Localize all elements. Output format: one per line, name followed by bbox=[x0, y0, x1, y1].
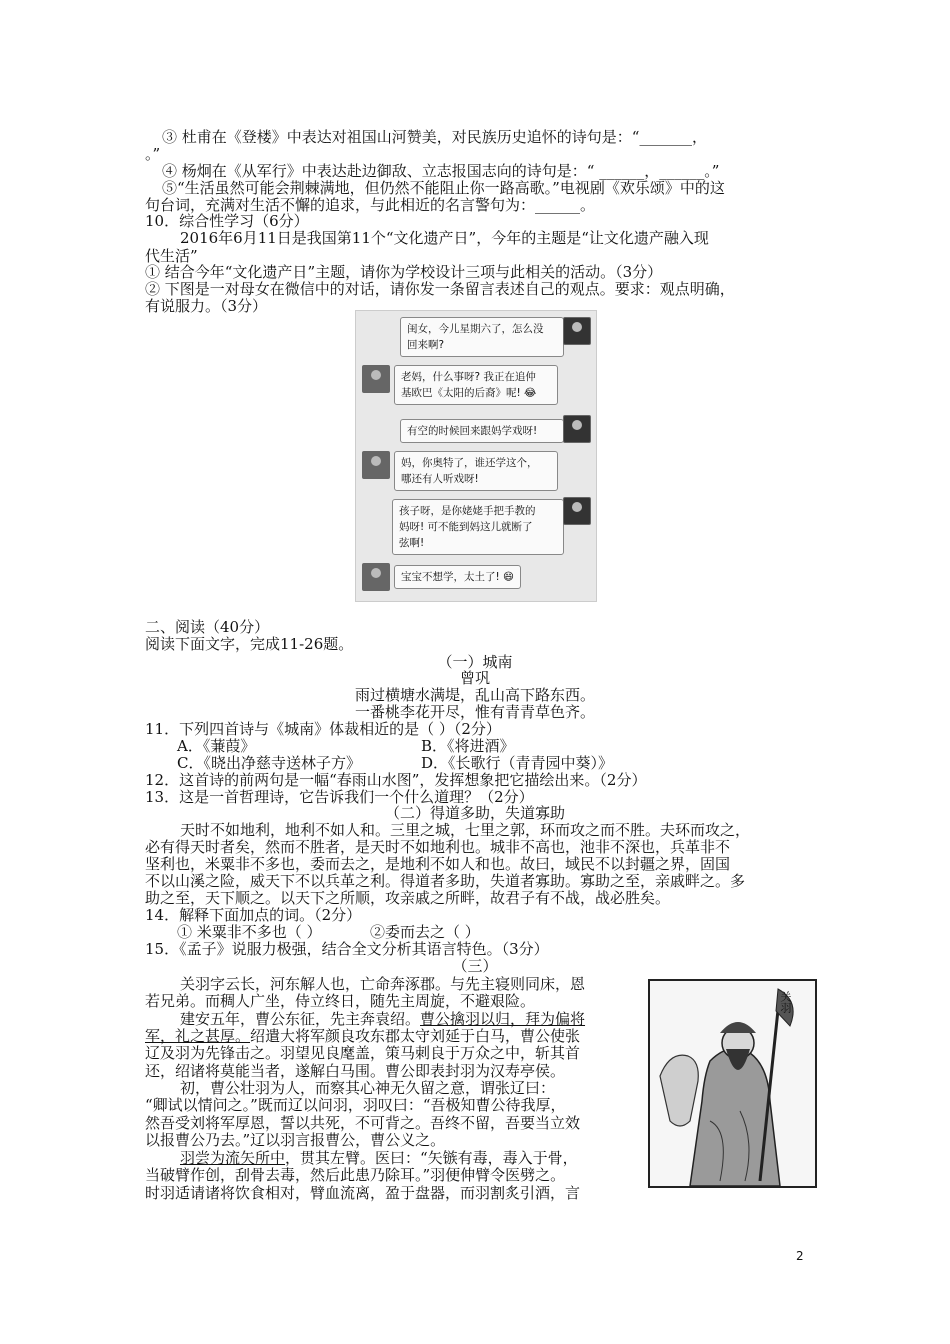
passage2-line: 坚利也，米粟非不多也，委而去之，是地利不如人和也。故曰，域民不以封疆之界，固国 bbox=[145, 855, 731, 873]
reading-header: 二、阅读（40分） bbox=[145, 618, 270, 636]
guan-yu-portrait-image bbox=[648, 979, 817, 1188]
chat-line: 宝宝不想学，太土了! 😄 bbox=[401, 571, 514, 583]
passage3-line: 当破臂作创，刮骨去毒，然后此患乃除耳。”羽便伸臂令医劈之。 bbox=[145, 1166, 566, 1184]
passage2-line: 天时不如地利，地利不如人和。三里之城，七里之郭，环而攻之而不胜。夫环而攻之， bbox=[180, 821, 751, 839]
wechat-chat-image bbox=[355, 310, 597, 602]
chat-line: 基欧巴《太阳的后裔》呢! 😂 bbox=[401, 387, 537, 399]
page-number: 2 bbox=[796, 1249, 804, 1263]
daughter-avatar-icon bbox=[362, 563, 390, 591]
mother-avatar-icon bbox=[563, 415, 591, 443]
underlined-sentence: 军，礼之甚厚。 bbox=[145, 1027, 251, 1045]
underlined-sentence: 羽尝为流矢所中 bbox=[180, 1149, 286, 1167]
passage3-line: 初，曹公壮羽为人，而察其心神无久留之意，谓张辽曰： bbox=[180, 1079, 556, 1097]
q12: 12．这首诗的前两句是一幅“春雨山水图”，发挥想象把它描绘出来。（2分） bbox=[145, 771, 647, 789]
chat-line: 回来啊? bbox=[407, 339, 445, 351]
portrait-caption: 关羽 bbox=[779, 991, 792, 1013]
chat-line: 闺女，今儿星期六了，怎么没 bbox=[407, 323, 544, 335]
passage2-line: 不以山溪之险，威天下不以兵革之利。得道者多助，失道者寡助。寡助之至，亲戚畔之。多 bbox=[145, 872, 746, 890]
q14: 14．解释下面加点的词。（2分） bbox=[145, 906, 362, 924]
q9-item3-cont: 。” bbox=[145, 145, 161, 163]
q10-intro: 2016年6月11日是我国第11个“文化遗产日”，今年的主题是“让文化遗产融入现 bbox=[180, 229, 709, 247]
q9-item3: ③ 杜甫在《登楼》中表达对祖国山河赞美，对民族历史追怀的诗句是：“_______， bbox=[162, 128, 707, 146]
passage3-line: 关羽字云长，河东解人也，亡命奔涿郡。与先主寝则同床，恩 bbox=[180, 975, 586, 993]
chat-line: 妈呀! 可不能到妈这儿就断了 bbox=[399, 521, 533, 533]
section2-title: （二）得道多助，失道寡助 bbox=[384, 804, 565, 822]
passage3-line: 时羽适请诸将饮食相对，臂血流离，盈于盘器，而羽割炙引酒，言 bbox=[145, 1184, 581, 1202]
chat-line: 弦啊! bbox=[399, 537, 425, 549]
passage3-line: 还，绍诸将莫能当者，遂解白马围。曹公即表封羽为汉寿亭侯。 bbox=[145, 1062, 566, 1080]
q13: 13．这是一首哲理诗，它告诉我们一个什么道理？（2分） bbox=[145, 788, 534, 806]
q15: 15．《孟子》说服力极强，结合全文分析其语言特色。（3分） bbox=[145, 940, 549, 958]
passage3-text: 建安五年，曹公东征，先主奔袁绍。 bbox=[180, 1010, 421, 1028]
q11-option-c: C．《晓出净慈寺送林子方》 bbox=[177, 754, 361, 772]
passage3-line: 然吾受刘将军厚恩，誓以共死，不可背之。吾终不留，吾要当立效 bbox=[145, 1114, 581, 1132]
mother-avatar-icon bbox=[563, 497, 591, 525]
q11: 11．下列四首诗与《城南》体裁相近的是（ ）（2分） bbox=[145, 720, 501, 738]
q14-item-1: ① 米粟非不多也（ ） bbox=[177, 923, 322, 941]
chat-line: 哪还有人听戏呀! bbox=[401, 473, 479, 485]
mother-avatar-icon bbox=[563, 317, 591, 345]
chat-bubble-daughter-2 bbox=[394, 451, 558, 491]
q9-item5: ⑤“生活虽然可能会荆棘满地，但仍然不能阻止你一路高歌。”电视剧《欢乐颂》中的这 bbox=[162, 179, 725, 197]
section1-title: （一）城南 bbox=[437, 653, 513, 671]
q11-option-a: A．《蒹葭》 bbox=[177, 737, 256, 755]
q10-sub2-cont: 有说服力。（3分） bbox=[145, 297, 268, 315]
q10-title: 10．综合性学习（6分） bbox=[145, 212, 309, 230]
poem-author: 曾巩 bbox=[459, 669, 490, 687]
q10-sub2: ② 下图是一对母女在微信中的对话，请你发一条留言表述自己的观点。要求：观点明确， bbox=[145, 280, 735, 298]
poem-line-1: 雨过横塘水满堤，乱山高下路东西。 bbox=[354, 686, 595, 704]
chat-line: 孩子呀，是你姥姥手把手教的 bbox=[399, 505, 536, 517]
passage2-line: 必有得天时者矣，然而不胜者，是天时不如地利也。城非不高也，池非不深也，兵革非不 bbox=[145, 838, 731, 856]
passage3-line: 以报曹公乃去。”辽以羽言报曹公，曹公义之。 bbox=[145, 1131, 446, 1149]
q11-option-b: B．《将进酒》 bbox=[421, 737, 515, 755]
q10-sub1: ① 结合今年“文化遗产日”主题，请你为学校设计三项与此相关的活动。（3分） bbox=[145, 263, 663, 281]
chat-line: 妈，你奥特了，谁还学这个， bbox=[401, 457, 538, 469]
section3-title: （三） bbox=[452, 957, 498, 975]
passage3-line: “卿试以情问之。”既而辽以问羽，羽叹曰：“吾极知曹公待我厚， bbox=[145, 1096, 566, 1114]
daughter-avatar-icon bbox=[362, 451, 390, 479]
chat-bubble-mother-3 bbox=[392, 499, 564, 555]
chat-bubble-daughter-1 bbox=[394, 365, 558, 405]
reading-instruction: 阅读下面文字，完成11-26题。 bbox=[145, 635, 354, 653]
q10-intro-cont: 代生活” bbox=[145, 247, 198, 265]
daughter-avatar-icon bbox=[362, 365, 390, 393]
q9-item5-cont: 句台词，充满对生活不懈的追求，与此相近的名言警句为：______。 bbox=[145, 196, 596, 214]
chat-bubble-mother-1 bbox=[400, 317, 564, 357]
q9-item4: ④ 杨炯在《从军行》中表达赴边御敌、立志报国志向的诗句是：“ ______，______。” bbox=[162, 162, 720, 180]
passage3-line: 辽及羽为先锋击之。羽望见良麾盖，策马刺良于万众之中，斩其首 bbox=[145, 1044, 581, 1062]
passage3-text: ，贯其左臂。医曰：“矢镞有毒，毒入于骨， bbox=[285, 1149, 578, 1167]
chat-line: 老妈，什么事呀? 我正在追仲 bbox=[401, 371, 536, 383]
q14-item-2: ②委而去之（ ） bbox=[370, 923, 480, 941]
passage3-text: 绍遣大将军颜良攻东郡太守刘延于白马，曹公使张 bbox=[250, 1027, 581, 1045]
passage3-line: 若兄弟。而稠人广坐，侍立终日，随先主周旋，不避艰险。 bbox=[145, 992, 536, 1010]
chat-bubble-mother-2 bbox=[400, 419, 564, 443]
q11-option-d: D．《长歌行（青青园中葵）》 bbox=[421, 754, 614, 772]
chat-bubble-daughter-3 bbox=[394, 565, 521, 589]
underlined-sentence: 曹公擒羽以归，拜为偏将 bbox=[420, 1010, 586, 1028]
passage2-line: 助之至，天下顺之。以天下之所顺，攻亲戚之所畔，故君子有不战，战必胜矣。 bbox=[145, 889, 671, 907]
chat-line: 有空的时候回来跟妈学戏呀! bbox=[407, 425, 538, 437]
poem-line-2: 一番桃李花开尽，惟有青青草色齐。 bbox=[354, 703, 595, 721]
